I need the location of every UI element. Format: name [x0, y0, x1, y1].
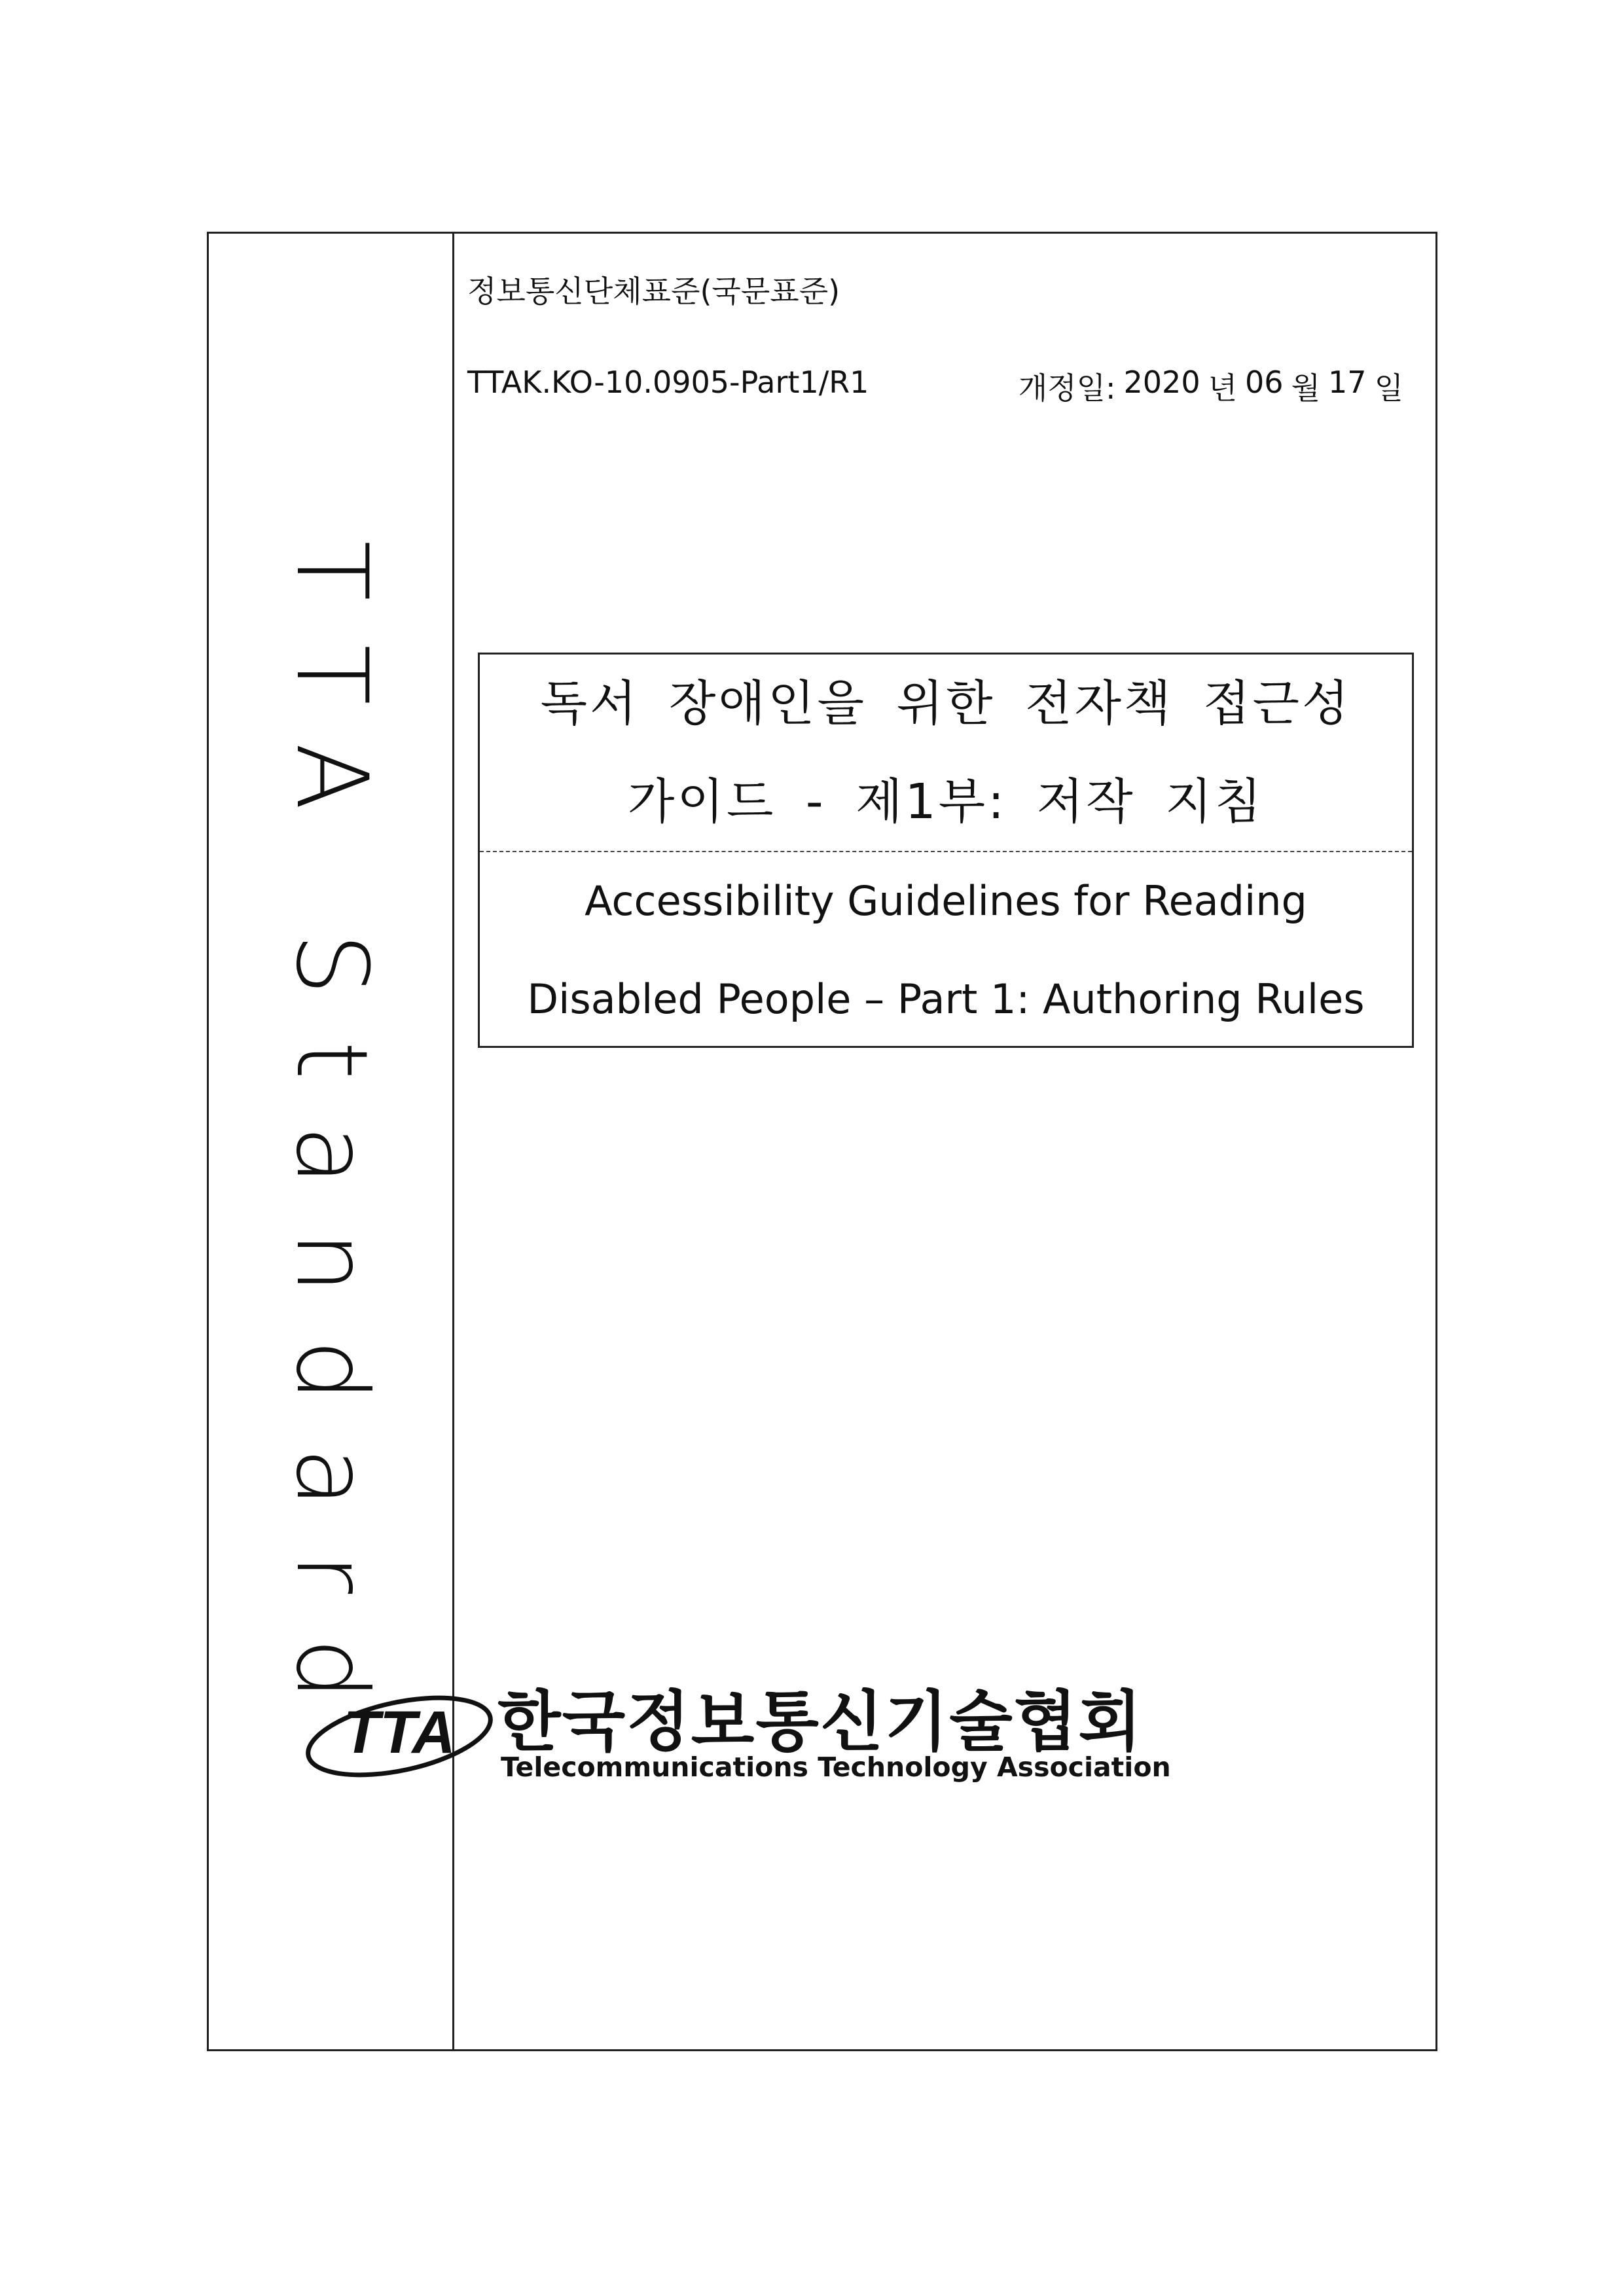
english-title-line-1: Accessibility Guidelines for Reading — [585, 877, 1307, 925]
revision-month: 06 — [1245, 365, 1284, 400]
revision-label: 개정일: — [1018, 370, 1116, 406]
revision-month-unit: 월 — [1291, 370, 1321, 406]
document-info-line — [467, 365, 1403, 408]
spine-title: TTA Standard — [274, 541, 388, 1746]
english-title — [480, 852, 1412, 1049]
tta-logo-text: TTA — [342, 1699, 456, 1766]
revision-day-unit: 일 — [1374, 370, 1403, 406]
title-box — [478, 653, 1414, 1048]
org-english-name: Telecommunications Technology Association — [501, 1751, 1171, 1783]
korean-title — [480, 655, 1412, 852]
korean-title-line-1: 독서 장애인을 위한 전자책 접근성 — [540, 675, 1352, 732]
korean-title-line-2: 가이드 - 제1부: 저작 지침 — [627, 774, 1265, 830]
tta-logo-mark — [301, 1674, 497, 1792]
revision-day: 17 — [1328, 365, 1367, 400]
revision-year-unit: 년 — [1208, 370, 1238, 406]
org-korean-name: 한국정보통신기술협회 — [497, 1683, 1143, 1760]
revision-year: 2020 — [1123, 365, 1200, 400]
revision-date — [1019, 365, 1403, 408]
standard-category: 정보통신단체표준(국문표준) — [467, 274, 840, 309]
english-title-line-2: Disabled People – Part 1: Authoring Rules — [527, 975, 1365, 1023]
document-number: TTAK.KO-10.0905-Part1/R1 — [467, 365, 869, 400]
tta-logo — [301, 1674, 1171, 1799]
